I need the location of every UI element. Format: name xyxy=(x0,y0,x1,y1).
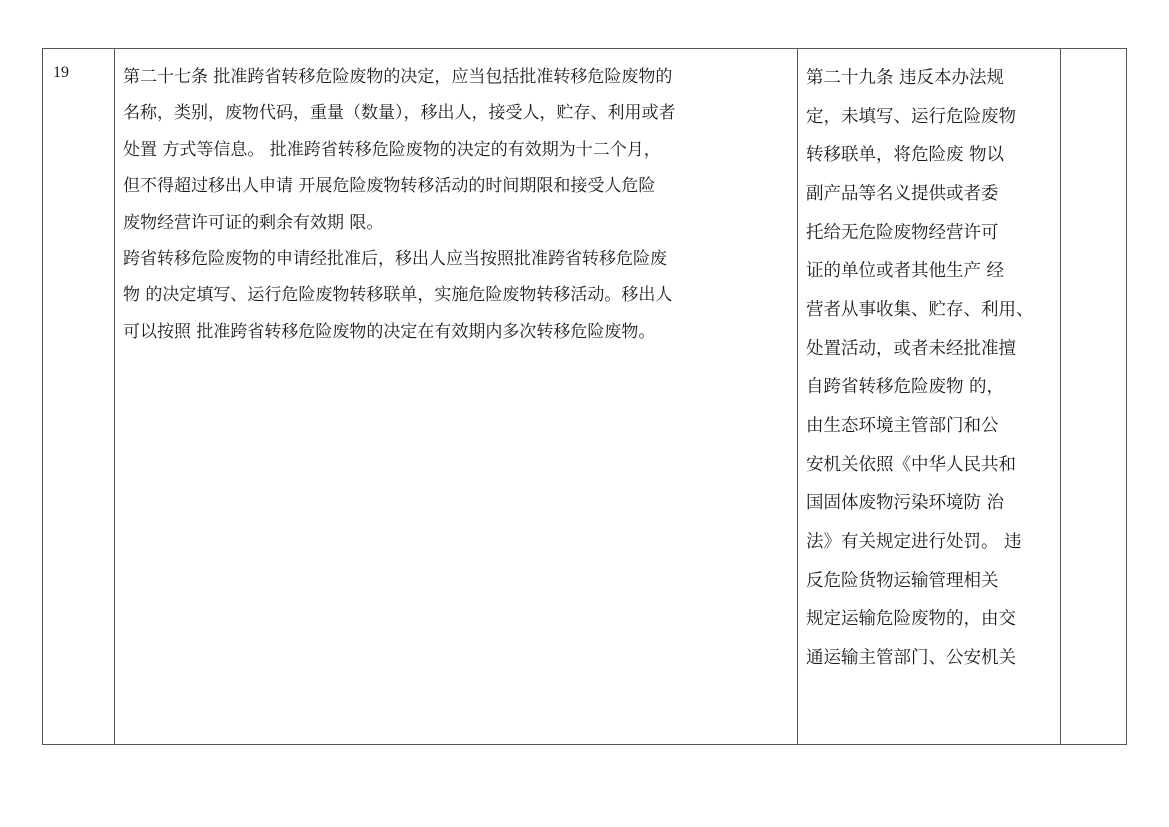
penalty-line: 营者从事收集、贮存、利用、 xyxy=(806,299,1034,320)
penalty-line: 定，未填写、运行危险废物 xyxy=(806,106,1016,127)
penalty-line: 处置活动，或者未经批准擅 xyxy=(806,338,1016,359)
penalty-line: 法》有关规定进行处罚。 违 xyxy=(806,531,1022,552)
regulation-table xyxy=(42,48,1127,745)
article-line: 但不得超过移出人申请 开展危险废物转移活动的时间期限和接受人危险 xyxy=(123,176,656,197)
penalty-line: 转移联单，将危险废 物以 xyxy=(806,145,1005,166)
article-line: 处置 方式等信息。 批准跨省转移危险废物的决定的有效期为十二个月， xyxy=(123,139,661,160)
article-line: 跨省转移危险废物的申请经批准后，移出人应当按照批准跨省转移危险废 xyxy=(123,249,667,270)
penalty-line: 国固体废物污染环境防 治 xyxy=(806,493,1005,514)
table-row xyxy=(43,49,1127,745)
article-line: 可以按照 批准跨省转移危险废物的决定在有效期内多次转移危险废物。 xyxy=(123,321,656,342)
penalty-line: 由生态环境主管部门和公 xyxy=(806,415,999,436)
penalty-line: 安机关依照《中华人民共和 xyxy=(806,454,1016,475)
penalty-line: 托给无危险废物经营许可 xyxy=(806,222,999,243)
row-number: 19 xyxy=(43,49,115,745)
penalty-line: 通运输主管部门、公安机关 xyxy=(806,647,1016,668)
article-line: 废物经营许可证的剩余有效期 限。 xyxy=(123,212,384,233)
penalty-line: 副产品等名义提供或者委 xyxy=(806,183,999,204)
penalty-line: 规定运输危险废物的，由交 xyxy=(806,609,1016,630)
penalty-line: 证的单位或者其他生产 经 xyxy=(806,261,1005,282)
article-line: 物 的决定填写、运行危险废物转移联单，实施危险废物转移活动。移出人 xyxy=(123,285,673,306)
article-text-cell xyxy=(115,49,798,745)
article-line: 第二十七条 批准跨省转移危险废物的决定，应当包括批准转移危险废物的 xyxy=(123,67,673,87)
remarks-cell xyxy=(1061,49,1127,745)
penalty-line: 反危险货物运输管理相关 xyxy=(806,570,999,591)
penalty-line: 第二十九条 违反本办法规 xyxy=(806,68,1005,88)
penalty-text-cell xyxy=(798,49,1061,745)
penalty-line: 自跨省转移危险废物 的， xyxy=(806,377,1005,398)
article-line: 名称，类别，废物代码，重量（数量），移出人，接受人，贮存、利用或者 xyxy=(123,103,676,124)
